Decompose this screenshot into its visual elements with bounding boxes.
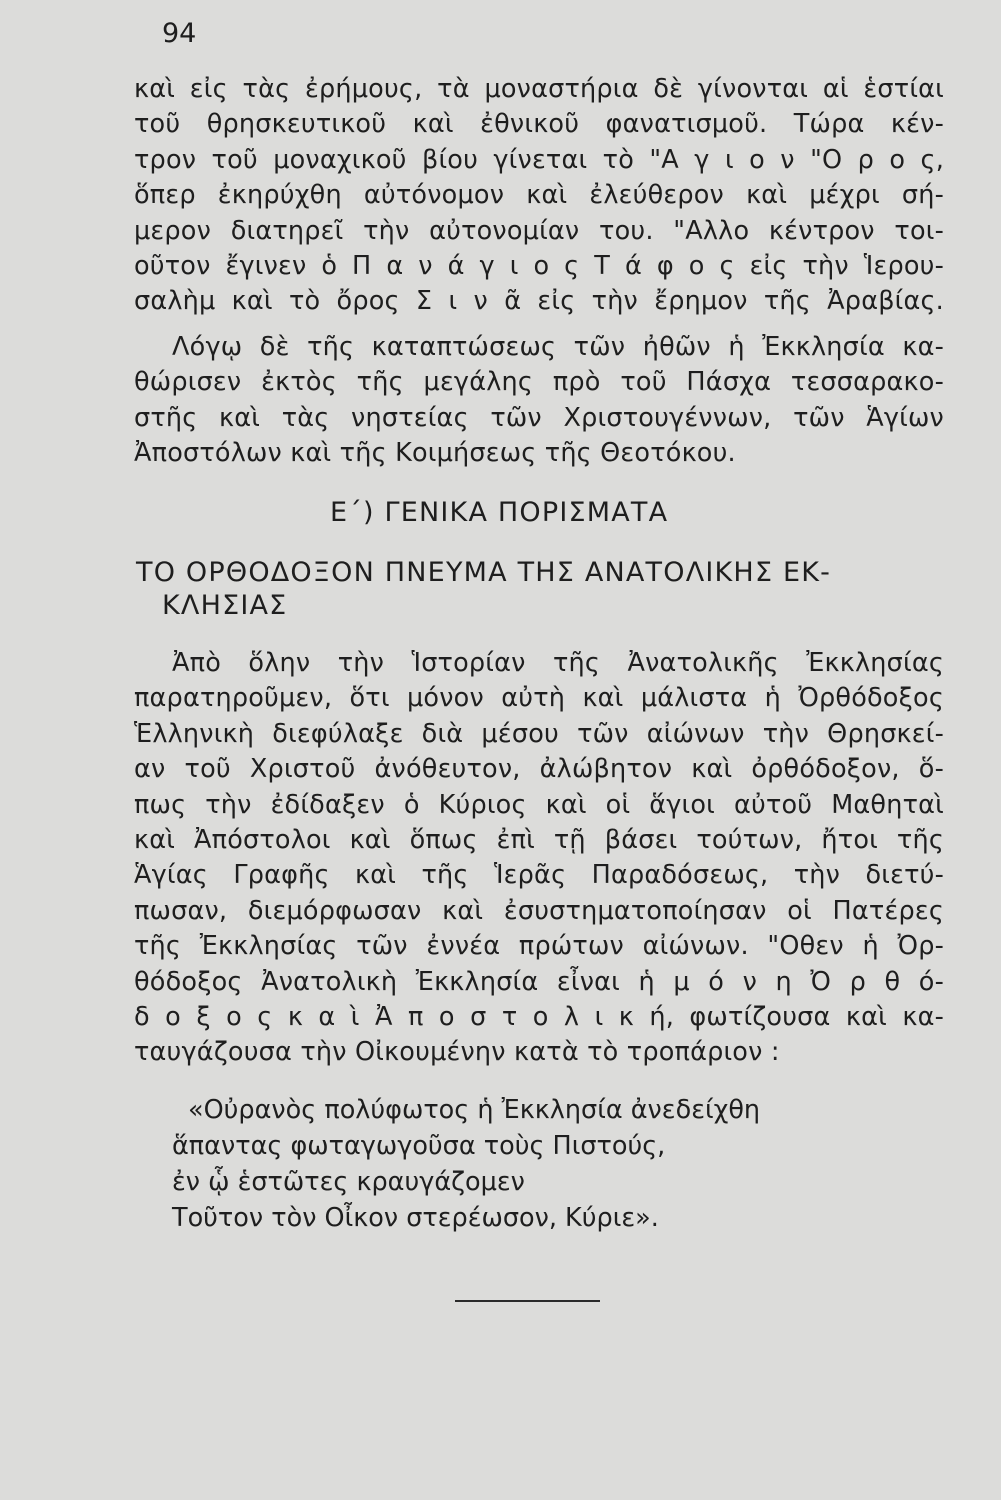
fasting-line: στῆς καὶ τὰς νηστείας τῶν Χριστουγέννων, τῶν Ἁγίων: [134, 402, 944, 433]
body-line: Ἁγίας Γραφῆς καὶ τῆς Ἱερᾶς Παραδόσεως, τὴν διετύ-: [134, 860, 944, 891]
body-line: θόδοξος Ἀνατολικὴ Ἐκκλησία εἶναι ἡ μ ό ν η Ὀ ρ θ ό-: [134, 966, 944, 997]
subheading-line: ΚΛΗΣΙΑΣ: [162, 590, 288, 621]
intro-line: τοῦ θρησκευτικοῦ καὶ ἐθνικοῦ φανατισμοῦ. Τώρα κέν-: [134, 109, 944, 140]
page-number: 94: [162, 18, 197, 49]
body-line: πως τὴν ἐδίδαξεν ὁ Κύριος καὶ οἱ ἅγιοι αὐτοῦ Μαθηταὶ: [134, 789, 944, 820]
intro-line: σαλὴμ καὶ τὸ ὄρος Σ ι ν ᾶ εἰς τὴν ἔρημον τῆς Ἀραβίας.: [134, 286, 944, 317]
fasting-line: Ἀποστόλων καὶ τῆς Κοιμήσεως τῆς Θεοτόκου.: [134, 438, 736, 469]
intro-line: καὶ εἰς τὰς ἐρήμους, τὰ μοναστήρια δὲ γίνονται αἱ ἑστίαι: [134, 74, 944, 104]
body-line: τῆς Ἐκκλησίας τῶν ἐννέα πρώτων αἰώνων. "Οθεν ἡ Ὀρ-: [134, 931, 944, 962]
body-line: Ἑλληνικὴ διεφύλαξε διὰ μέσου τῶν αἰώνων τὴν Θρησκεί-: [134, 718, 944, 749]
body-line: παρατηροῦμεν, ὅτι μόνον αὐτὴ καὶ μάλιστα ἡ Ὀρθόδοξος: [134, 683, 944, 714]
body-line: Ἀπὸ ὅλην τὴν Ἱστορίαν τῆς Ἀνατολικῆς Ἐκκλησίας: [172, 648, 944, 678]
intro-line: τρον τοῦ μοναχικοῦ βίου γίνεται τὸ "Α γ ι ο ν "Ο ρ ο ς,: [134, 144, 944, 175]
verse-line: Τοῦτον τὸν Οἶκον στερέωσον, Κύριε».: [172, 1203, 659, 1233]
verse-line: «Οὐρανὸς πολύφωτος ἡ Ἐκκλησία ἀνεδείχθη: [188, 1095, 761, 1125]
intro-paragraph: [134, 72, 944, 320]
body-line: ταυγάζουσα τὴν Οἰκουμένην κατὰ τὸ τροπάριον :: [134, 1037, 780, 1068]
body-line: δ ο ξ ο ς κ α ὶ Ἀ π ο σ τ ο λ ι κ ή, φωτίζουσα καὶ κα-: [134, 1002, 944, 1033]
verse-line: ἅπαντας φωταγωγοῦσα τοὺς Πιστούς,: [172, 1131, 666, 1161]
intro-line: ὅπερ ἐκηρύχθη αὐτόνομον καὶ ἐλεύθερον καὶ μέχρι σή-: [134, 180, 944, 211]
intro-line: οῦτον ἔγινεν ὁ Π α ν ά γ ι ο ς Τ ά φ ο ς εἰς τὴν Ἱερου-: [134, 251, 944, 282]
verse-line: ἐν ᾧ ἑστῶτες κραυγάζομεν: [172, 1167, 525, 1197]
intro-line: μερον διατηρεῖ τὴν αὐτονομίαν του. "Αλλο κέντρον τοι-: [134, 215, 944, 246]
fasting-line: θώρισεν ἐκτὸς τῆς μεγάλης πρὸ τοῦ Πάσχα τεσσαρακο-: [134, 367, 944, 398]
subheading-line: ΤΟ ΟΡΘΟΔΟΞΟΝ ΠΝΕΥΜΑ ΤΗΣ ΑΝΑΤΟΛΙΚΗΣ ΕΚ-: [136, 557, 832, 588]
body-line: πωσαν, διεμόρφωσαν καὶ ἐσυστηματοποίησαν οἱ Πατέρες: [134, 895, 944, 926]
fasting-paragraph: [134, 330, 944, 472]
section-heading: Ε΄) ΓΕΝΙΚΑ ΠΟΡΙΣΜΑΤΑ: [330, 497, 669, 528]
body-line: καὶ Ἀπόστολοι καὶ ὅπως ἐπὶ τῇ βάσει τούτων, ἤτοι τῆς: [134, 825, 944, 856]
body-line: αν τοῦ Χριστοῦ ἀνόθευτον, ἀλώβητον καὶ ὀρθόδοξον, ὅ-: [134, 754, 944, 785]
fasting-line: Λόγῳ δὲ τῆς καταπτώσεως τῶν ἠθῶν ἡ Ἐκκλησία κα-: [172, 332, 944, 362]
end-rule: [455, 1300, 600, 1302]
body-paragraph: [134, 646, 944, 1071]
